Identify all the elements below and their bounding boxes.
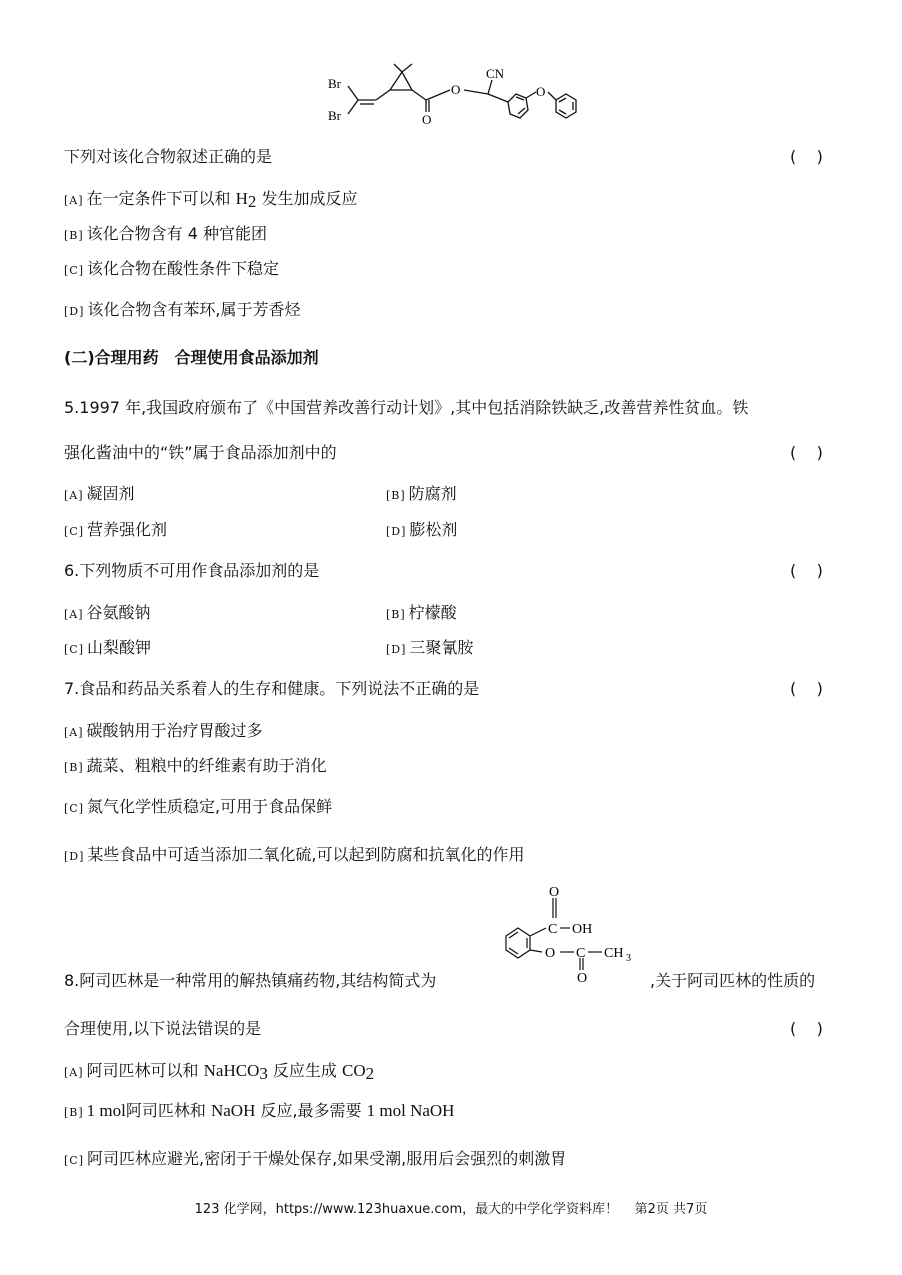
option-tag: [D]	[386, 525, 407, 538]
q4-option-c	[64, 259, 279, 281]
aspirin-oh: OH	[572, 922, 593, 937]
top-structure-diagram	[320, 62, 590, 132]
option-text: 防腐剂	[408, 484, 457, 503]
q8-stem-part1: 8.阿司匹林是一种常用的解热镇痛药物,其结构简式为	[64, 971, 437, 990]
q4-option-a	[64, 189, 358, 211]
option-text: 山梨酸钾	[87, 638, 152, 657]
q5-stem-line1: 5.1997 年,我国政府颁布了《中国营养改善行动计划》,其中包括消除铁缺乏,改善营养性贫血。铁	[64, 398, 749, 417]
option-text: 谷氨酸钠	[86, 603, 151, 622]
option-tag: [C]	[64, 1154, 84, 1167]
br-label-top: Br	[328, 76, 341, 91]
option-text: 凝固剂	[86, 484, 135, 503]
option-text: 蔬菜、粗粮中的纤维素有助于消化	[86, 756, 327, 775]
aspirin-c1: C	[548, 922, 558, 937]
q7-option-a	[64, 721, 263, 743]
option-text: 该化合物在酸性条件下稳定	[87, 259, 280, 278]
formula-nahco3: NaHCO	[203, 1061, 260, 1080]
option-text: 三聚氰胺	[409, 638, 474, 657]
option-text: 营养强化剂	[87, 520, 168, 539]
option-tag: [A]	[64, 1066, 84, 1079]
q7-option-b	[64, 756, 327, 778]
option-tag: [A]	[64, 726, 84, 739]
ether-o-label: O	[536, 84, 546, 99]
q6-answer-paren: ( )	[790, 561, 823, 580]
option-tag: [B]	[386, 489, 406, 502]
option-text-mid: 反应生成	[267, 1061, 343, 1080]
formula-naoh: NaOH	[210, 1101, 256, 1120]
q6-option-d	[386, 638, 473, 660]
option-text: 该化合物含有 4 种官能团	[86, 224, 268, 243]
q7-stem: 7.食品和药品关系着人的生存和健康。下列说法不正确的是	[64, 679, 480, 698]
q5-answer-paren: ( )	[790, 443, 823, 462]
section-2-title: (二)合理用药 合理使用食品添加剂	[64, 348, 319, 367]
q5-option-c	[64, 520, 167, 542]
formula-sub: 2	[247, 192, 257, 211]
option-text: 膨松剂	[409, 520, 458, 539]
aspirin-ch: CH	[604, 946, 624, 961]
option-tag: [C]	[64, 264, 84, 277]
q6-option-c	[64, 638, 151, 660]
q5-stem-line2: 强化酱油中的“铁”属于食品添加剂中的	[64, 443, 337, 462]
option-text: 某些食品中可适当添加二氧化硫,可以起到防腐和抗氧化的作用	[87, 845, 525, 864]
option-tag: [B]	[386, 608, 406, 621]
q4-option-b	[64, 224, 267, 246]
option-text: 阿司匹林和	[125, 1101, 211, 1120]
option-tag: [A]	[64, 608, 84, 621]
option-tag: [C]	[64, 802, 84, 815]
aspirin-c2: C	[576, 946, 586, 961]
aspirin-o-top: O	[549, 885, 560, 900]
q8-option-c	[64, 1149, 566, 1171]
q6-stem: 6.下列物质不可用作食品添加剂的是	[64, 561, 320, 580]
q6-option-a	[64, 603, 151, 625]
option-tag: [D]	[386, 643, 407, 656]
q8-option-a	[64, 1061, 374, 1083]
option-text-mid: 反应,最多需要	[255, 1101, 367, 1120]
q8-stem-line2: 合理使用,以下说法错误的是	[64, 1019, 262, 1038]
q4-option-d	[64, 300, 301, 322]
q4-stem-text: 下列对该化合物叙述正确的是	[64, 147, 273, 166]
option-tag: [B]	[64, 229, 84, 242]
cn-label: CN	[486, 66, 505, 81]
q4-stem	[64, 147, 272, 167]
aspirin-o-bottom: O	[577, 971, 588, 984]
option-text: 氮气化学性质稳定,可用于食品保鲜	[87, 797, 333, 816]
page-footer: 123 化学网，https://www.123huaxue.com，最大的中学化学资料库！ 第2页 共7页	[194, 1202, 708, 1217]
ester-o-label: O	[451, 82, 461, 97]
q7-option-c	[64, 797, 332, 819]
option-tag: [A]	[64, 489, 84, 502]
aspirin-structure-diagram	[498, 884, 648, 984]
option-text: 在一定条件下可以和	[86, 189, 236, 208]
option-text-after: 发生加成反应	[256, 189, 358, 208]
amount-1mol: 1 mol	[86, 1101, 126, 1120]
option-text: 柠檬酸	[408, 603, 457, 622]
option-tag: [A]	[64, 194, 84, 207]
option-tag: [C]	[64, 643, 84, 656]
option-text: 阿司匹林可以和	[86, 1061, 204, 1080]
option-tag: [D]	[64, 305, 85, 318]
option-text: 碳酸钠用于治疗胃酸过多	[86, 721, 263, 740]
q8-option-b	[64, 1101, 454, 1123]
formula-sub: 2	[365, 1064, 375, 1083]
aspirin-ch3-sub: 3	[626, 953, 631, 964]
carbonyl-o-label: O	[422, 112, 432, 127]
formula-sub: 3	[259, 1064, 268, 1083]
amount-1mol-naoh: 1 mol NaOH	[366, 1101, 455, 1120]
q6-option-b	[386, 603, 457, 625]
formula-h: H	[235, 189, 248, 208]
br-label-bottom: Br	[328, 108, 341, 123]
q8-answer-paren: ( )	[790, 1019, 823, 1038]
option-text: 阿司匹林应避光,密闭于干燥处保存,如果受潮,服用后会强烈的刺激胃	[87, 1149, 567, 1168]
formula-co2: CO	[342, 1061, 366, 1080]
q7-option-d	[64, 845, 525, 867]
q5-option-d	[386, 520, 457, 542]
option-tag: [D]	[64, 850, 85, 863]
q5-option-a	[64, 484, 135, 506]
q7-answer-paren: ( )	[790, 679, 823, 698]
q8-stem-part2: ,关于阿司匹林的性质的	[650, 971, 816, 990]
option-tag: [C]	[64, 525, 84, 538]
q4-answer-paren: ( )	[790, 147, 823, 166]
option-tag: [B]	[64, 1106, 84, 1119]
option-tag: [B]	[64, 761, 84, 774]
option-text: 该化合物含有苯环,属于芳香烃	[87, 300, 301, 319]
aspirin-o-ester: O	[545, 946, 556, 961]
q5-option-b	[386, 484, 457, 506]
